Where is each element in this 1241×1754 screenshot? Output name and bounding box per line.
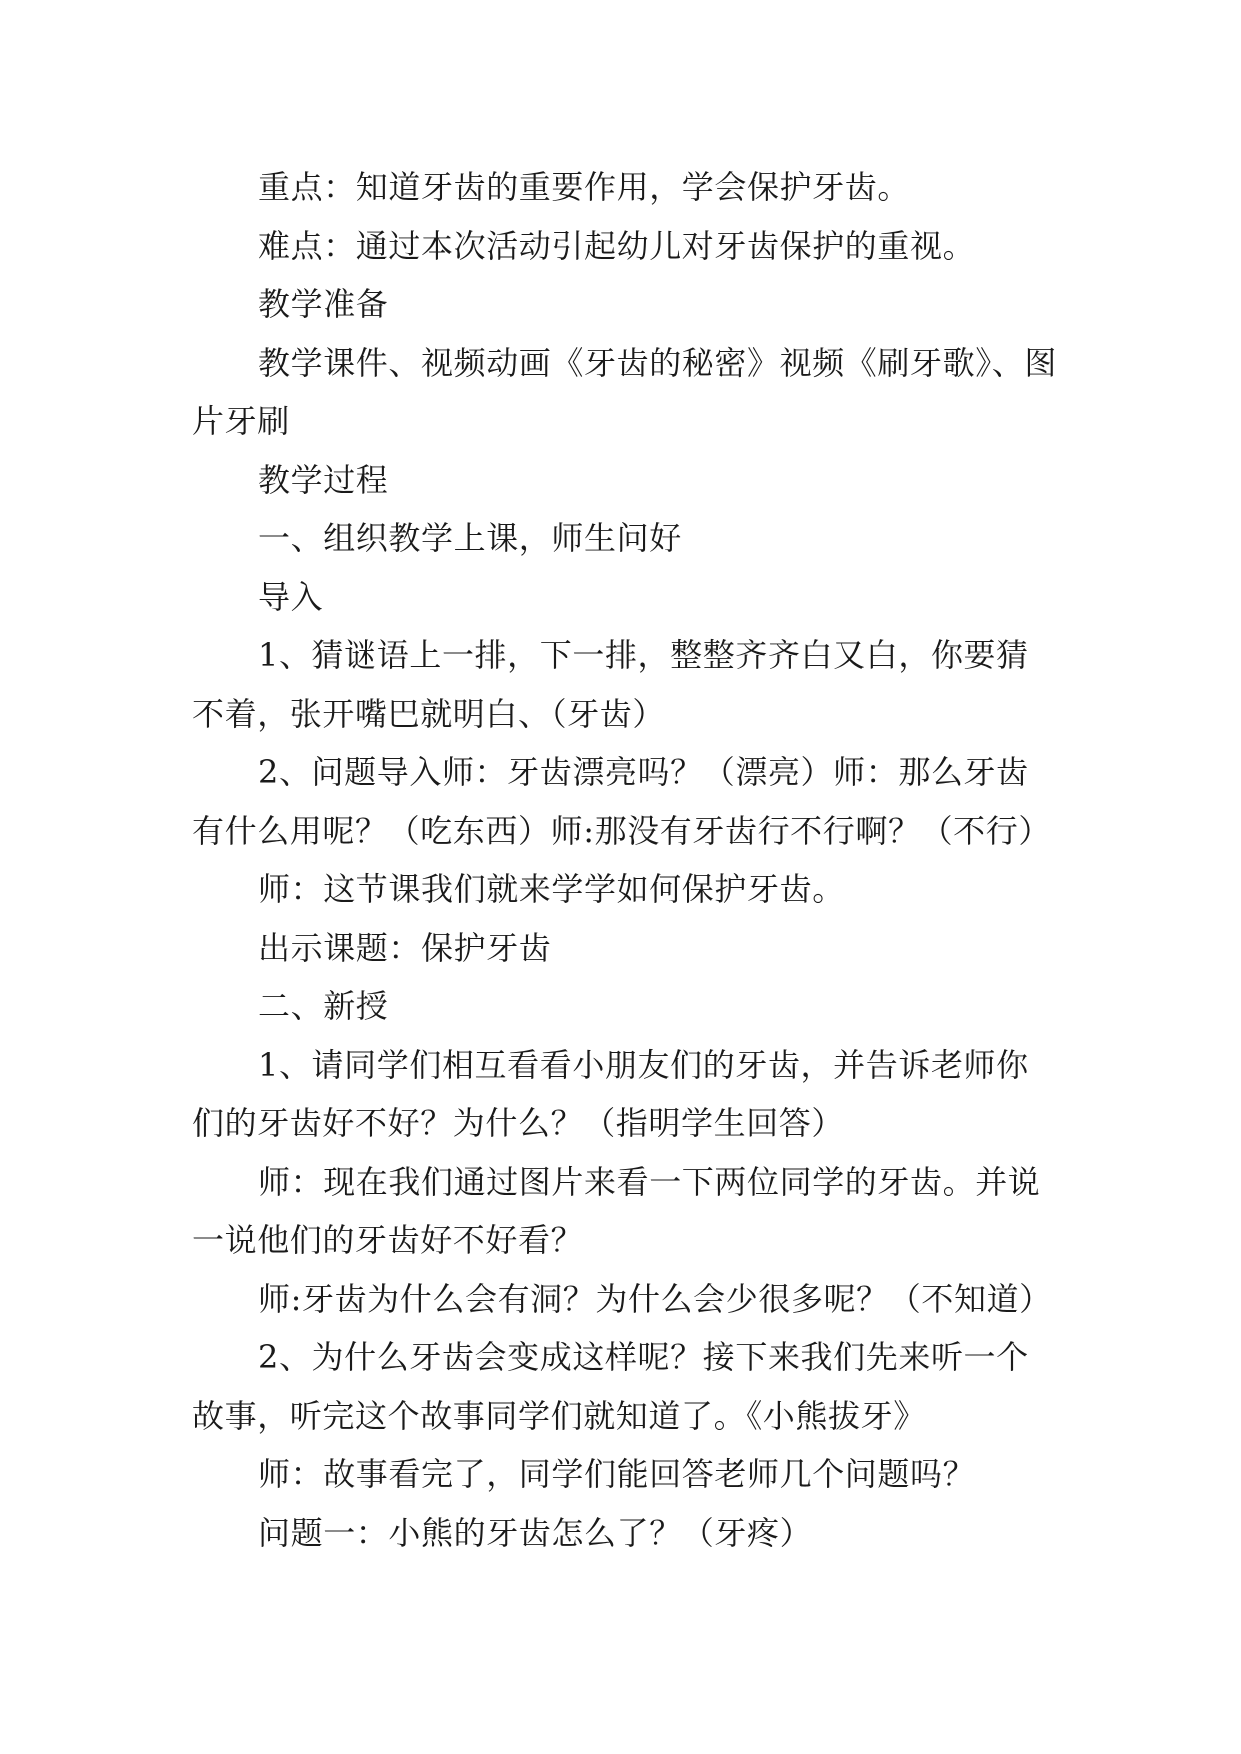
paragraph-section-one: 一、组织教学上课，师生问好	[258, 519, 682, 557]
paragraph-key-point: 重点：知道牙齿的重要作用，学会保护牙齿。	[258, 168, 911, 206]
paragraph-story-questions: 师：故事看完了，同学们能回答老师几个问题吗？	[258, 1455, 976, 1493]
document-body	[192, 158, 1060, 1562]
paragraph-holes-question: 师:牙齿为什么会有洞？为什么会少很多呢？（不知道）	[258, 1279, 1052, 1318]
paragraph-pictures: 师：现在我们通过图片来看一下两位同学的牙齿。并说一说他们的牙齿好不好看？	[192, 1162, 1041, 1259]
paragraph-teaching-materials: 教学课件、视频动画《牙齿的秘密》视频《刷牙歌》、图片牙刷	[192, 343, 1058, 440]
heading-introduction: 导入	[258, 577, 324, 616]
heading-new-lesson: 二、新授	[258, 987, 389, 1025]
paragraph-look-at-teeth: 1、请同学们相互看看小朋友们的牙齿，并告诉老师你们的牙齿好不好？为什么？（指明学生回答）	[192, 1045, 1029, 1142]
paragraph-difficult-point: 难点：通过本次活动引起幼儿对牙齿保护的重视。	[258, 226, 976, 265]
paragraph-question-intro: 2、问题导入师：牙齿漂亮吗？（漂亮）师：那么牙齿有什么用呢？（吃东西）师:那没有牙齿行不行啊？（不行）	[192, 753, 1051, 850]
paragraph-story: 2、为什么牙齿会变成这样呢？接下来我们先来听一个故事，听完这个故事同学们就知道了。《小熊拔牙》	[192, 1338, 1029, 1435]
paragraph-teacher-lesson: 师：这节课我们就来学学如何保护牙齿。	[258, 870, 845, 908]
paragraph-question-one: 问题一：小熊的牙齿怎么了？（牙疼）	[258, 1513, 813, 1552]
heading-teaching-process: 教学过程	[258, 460, 389, 499]
paragraph-lesson-title: 出示课题：保护牙齿	[258, 928, 552, 967]
paragraph-riddle: 1、猜谜语上一排，下一排，整整齐齐白又白，你要猜不着，张开嘴巴就明白、（牙齿）	[192, 636, 1029, 733]
heading-teaching-preparation: 教学准备	[258, 285, 389, 323]
